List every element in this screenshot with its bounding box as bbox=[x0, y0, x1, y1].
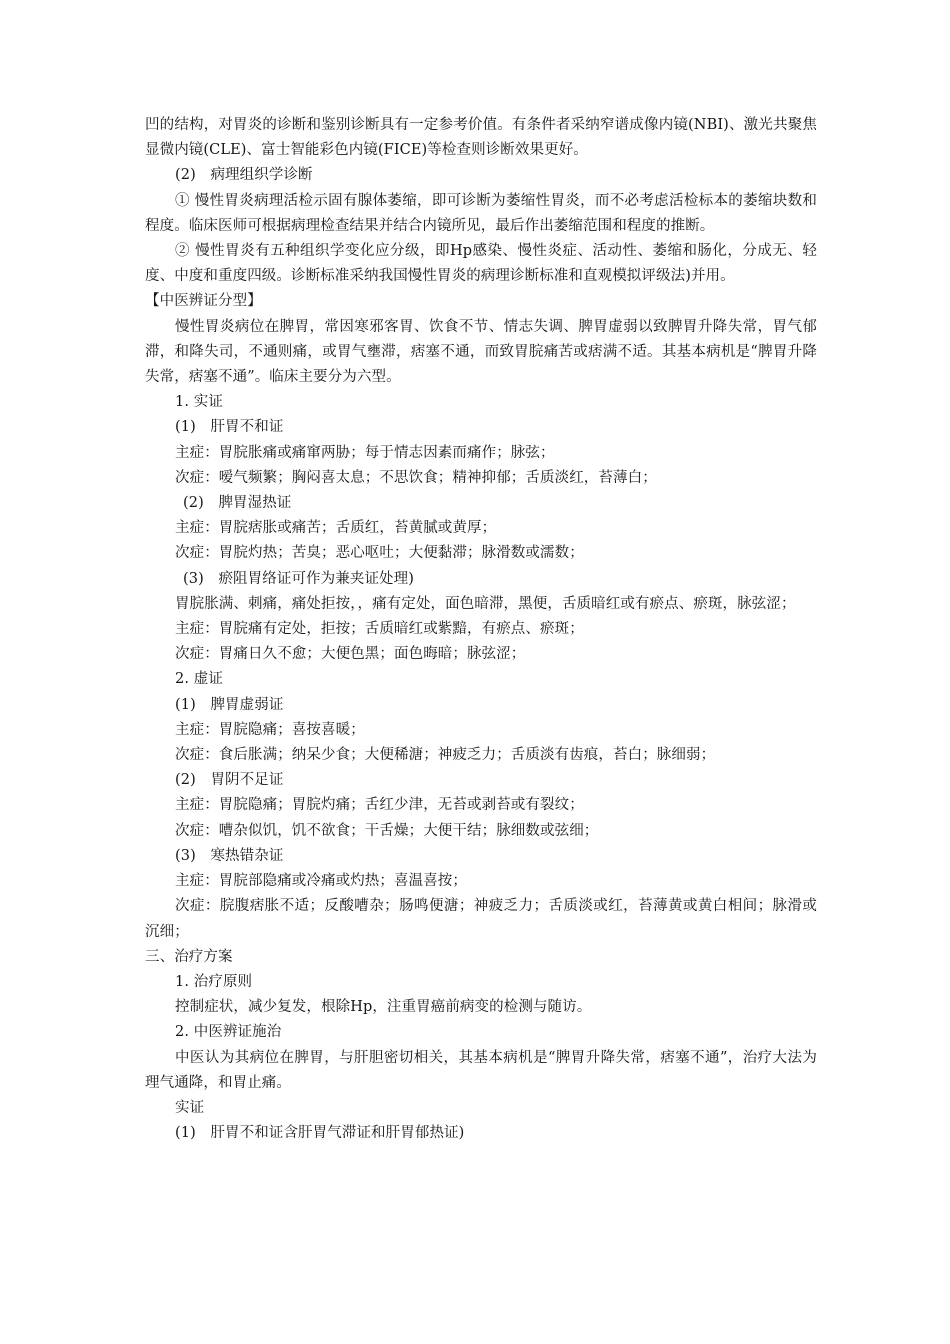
paragraph: 实证 bbox=[175, 1099, 205, 1116]
paragraph: (1) 肝胃不和证含肝胃气滞证和肝胃郁热证) bbox=[175, 1125, 465, 1142]
paragraph: 三、治疗方案 bbox=[145, 948, 233, 965]
paragraph: 中医认为其病位在脾胃，与肝胆密切相关，其基本病机是“脾胃升降失常，痞塞不通”，治疗大法为理气通降，和胃止痛。 bbox=[145, 1049, 817, 1091]
paragraph: 主症：胃脘隐痛；喜按喜暖； bbox=[175, 721, 365, 738]
paragraph: 次症：嘈杂似饥，饥不欲食；干舌燥；大便干结；脉细数或弦细； bbox=[175, 822, 599, 839]
paragraph: 【中医辨证分型】 bbox=[145, 293, 262, 310]
paragraph: (2) 脾胃湿热证 bbox=[183, 495, 292, 512]
paragraph: 凹的结构，对胃炎的诊断和鉴别诊断具有一定参考价值。有条件者采纳窄谱成像内镜(NBI)、激光共聚焦显微内镜(CLE)、富士智能彩色内镜(FICE)等检查则诊断效果更好。 bbox=[145, 117, 817, 159]
document-page bbox=[145, 113, 817, 1146]
paragraph: 次症：脘腹痞胀不适；反酸嘈杂；肠鸣便溏；神疲乏力；舌质淡或红，苔薄黄或黄白相间；脉滑或沉细； bbox=[145, 898, 817, 940]
paragraph: 次症：食后胀满；纳呆少食；大便稀溏；神疲乏力；舌质淡有齿痕，苔白；脉细弱； bbox=[175, 747, 716, 764]
paragraph: (3) 瘀阻胃络证可作为兼夹证处理) bbox=[183, 570, 414, 587]
paragraph: 次症：嗳气频繁；胸闷喜太息；不思饮食；精神抑郁；舌质淡红，苔薄白； bbox=[175, 469, 657, 486]
paragraph: 主症：胃脘胀痛或痛窜两胁；每于情志因素而痛作；脉弦； bbox=[175, 444, 555, 461]
paragraph: (2) 病理组织学诊断 bbox=[175, 167, 313, 184]
paragraph: 胃脘胀满、刺痛，痛处拒按，，痛有定处，面色暗滞，黑便，舌质暗红或有瘀点、瘀斑，脉弦涩； bbox=[175, 595, 796, 612]
paragraph: 次症：胃痛日久不愈；大便色黑；面色晦暗；脉弦涩； bbox=[175, 646, 526, 663]
paragraph: (2) 胃阴不足证 bbox=[175, 772, 284, 789]
paragraph: 慢性胃炎病位在脾胃，常因寒邪客胃、饮食不节、情志失调、脾胃虚弱以致脾胃升降失常，胃气郁滞，和降失司，不通则痛，或胃气壅滞，痞塞不通，而致胃脘痛苦或痞满不适。其基本病机是“脾胃升降失常，痞塞不通”。临床主要分为六型。 bbox=[145, 318, 817, 386]
paragraph: 2. 虚证 bbox=[175, 671, 223, 688]
paragraph: (3) 寒热错杂证 bbox=[175, 847, 284, 864]
paragraph: ② 慢性胃炎有五种组织学变化应分级，即Hp感染、慢性炎症、活动性、萎缩和肠化，分成无、轻度、中度和重度四级。诊断标准采纳我国慢性胃炎的病理诊断标准和直观模拟评级法)并用。 bbox=[145, 243, 817, 285]
paragraph: (1) 肝胃不和证 bbox=[175, 419, 284, 436]
paragraph: 1. 治疗原则 bbox=[175, 973, 253, 990]
paragraph: 控制症状，减少复发，根除Hp，注重胃癌前病变的检测与随访。 bbox=[175, 999, 592, 1016]
paragraph: 2. 中医辨证施治 bbox=[175, 1024, 282, 1041]
paragraph: (1) 脾胃虚弱证 bbox=[175, 696, 284, 713]
paragraph: 次症：胃脘灼热；苦臭；恶心呕吐；大便黏滞；脉滑数或濡数； bbox=[175, 545, 584, 562]
paragraph: 主症：胃脘隐痛；胃脘灼痛；舌红少津，无苔或剥苔或有裂纹； bbox=[175, 797, 584, 814]
paragraph: 主症：胃脘痛有定处，拒按；舌质暗红或紫黯，有瘀点、瘀斑； bbox=[175, 621, 584, 638]
paragraph: 1. 实证 bbox=[175, 394, 223, 411]
paragraph: 主症：胃脘痞胀或痛苦；舌质红，苔黄腻或黄厚； bbox=[175, 520, 497, 537]
paragraph: 主症：胃脘部隐痛或冷痛或灼热；喜温喜按； bbox=[175, 873, 467, 890]
paragraph: ① 慢性胃炎病理活检示固有腺体萎缩，即可诊断为萎缩性胃炎，而不必考虑活检标本的萎缩块数和程度。临床医师可根据病理检查结果并结合内镜所见，最后作出萎缩范围和程度的推断。 bbox=[145, 192, 817, 234]
